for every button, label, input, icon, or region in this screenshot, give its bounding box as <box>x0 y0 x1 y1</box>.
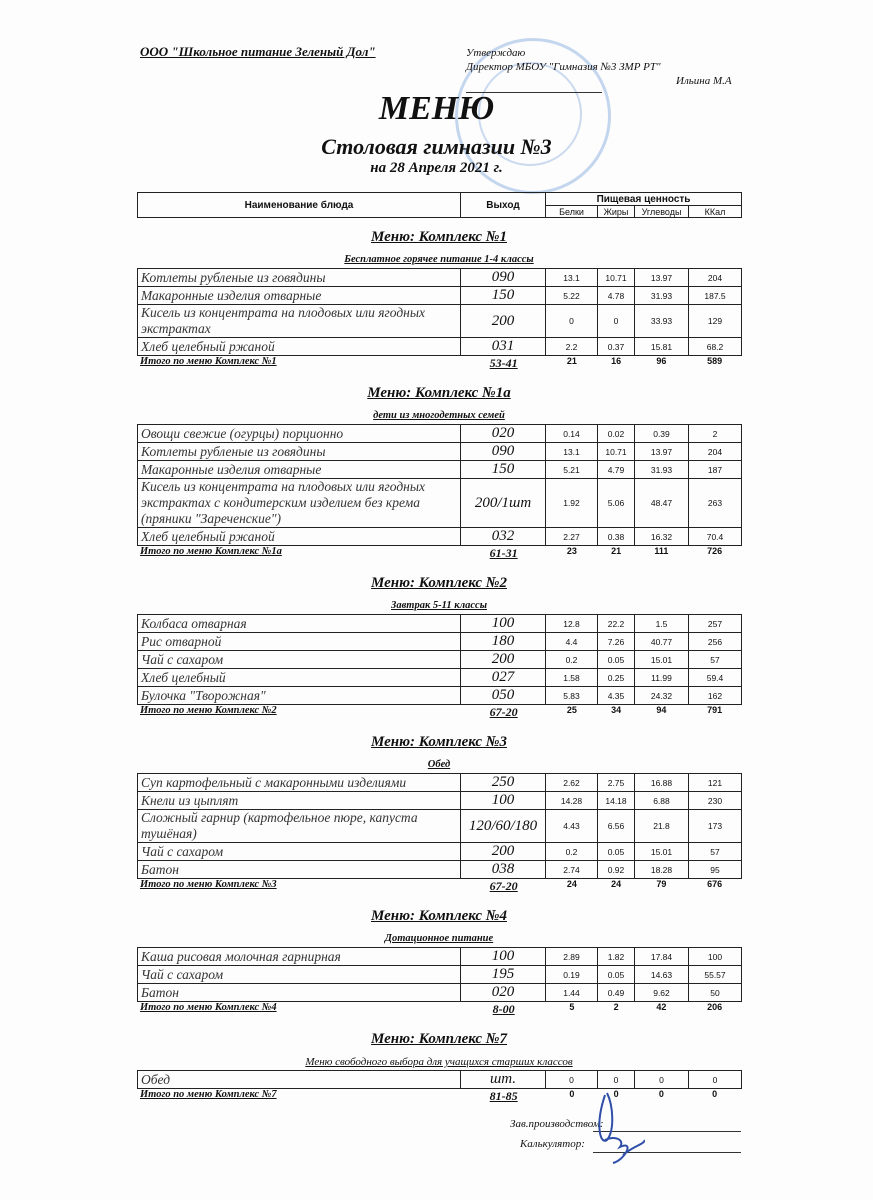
dish-output: 100 <box>461 948 546 966</box>
dish-nutrition-value: 12.8 <box>546 615 598 633</box>
dish-output: 100 <box>461 615 546 633</box>
total-nutrition-value: 0 <box>613 1089 619 1099</box>
dish-row <box>138 615 742 633</box>
dish-nutrition-value: 48.47 <box>635 479 689 528</box>
section-title-text: Меню: Комплекс №1а <box>367 385 511 401</box>
total-label: Итого по меню Комплекс №1а <box>140 546 282 557</box>
total-nutrition-value: 206 <box>707 1002 723 1012</box>
dish-name: Кисель из концентрата на плодовых или ягодных экстрактах с кондитерским изделием без крема (пряники "Зареченские") <box>138 479 461 528</box>
dish-nutrition-value: 9.62 <box>635 984 689 1002</box>
section-subtitle-text: Завтрак 5-11 классы <box>391 600 487 611</box>
dish-nutrition-value: 0 <box>598 305 635 338</box>
production-head-label: Зав.производством: <box>510 1118 604 1130</box>
dish-nutrition-value: 31.93 <box>635 287 689 305</box>
dish-nutrition-value: 0.37 <box>598 338 635 356</box>
dish-nutrition-value: 17.84 <box>635 948 689 966</box>
section-items-table <box>137 424 742 546</box>
dish-nutrition-value: 121 <box>689 774 742 792</box>
dish-row <box>138 1071 742 1089</box>
header-output: Выход <box>461 193 546 218</box>
calculator-label: Калькулятор: <box>520 1138 585 1150</box>
dish-nutrition-value: 50 <box>689 984 742 1002</box>
total-price: 53-41 <box>489 356 518 370</box>
dish-nutrition-value: 57 <box>689 651 742 669</box>
total-nutrition-value: 5 <box>569 1002 575 1012</box>
dish-row <box>138 305 742 338</box>
section-items-table <box>137 268 742 356</box>
dish-nutrition-value: 0.92 <box>598 861 635 879</box>
menu-section <box>137 905 741 1018</box>
total-nutrition-value: 21 <box>611 546 622 556</box>
dish-output: 200 <box>461 651 546 669</box>
dish-nutrition-value: 16.88 <box>635 774 689 792</box>
dish-nutrition-value: 4.78 <box>598 287 635 305</box>
dish-name: Батон <box>138 984 461 1002</box>
dish-output: 195 <box>461 966 546 984</box>
section-subtitle-text: Обед <box>427 759 451 770</box>
dish-row <box>138 425 742 443</box>
dish-output: 050 <box>461 687 546 705</box>
dish-output: 120/60/180 <box>461 810 546 843</box>
section-items-table <box>137 614 742 705</box>
dish-output: 038 <box>461 861 546 879</box>
total-label: Итого по меню Комплекс №3 <box>140 879 277 890</box>
total-nutrition-value: 0 <box>712 1089 718 1099</box>
dish-nutrition-value: 257 <box>689 615 742 633</box>
dish-nutrition-value: 204 <box>689 443 742 461</box>
dish-nutrition-value: 0.19 <box>546 966 598 984</box>
dish-nutrition-value: 13.1 <box>546 443 598 461</box>
dish-nutrition-value: 0.38 <box>598 528 635 546</box>
organization-name: ООО "Школьное питание Зеленый Дол" <box>140 44 376 59</box>
dish-nutrition-value: 4.35 <box>598 687 635 705</box>
section-subtitle-text: Меню свободного выбора для учащихся старших классов <box>305 1056 573 1068</box>
dish-nutrition-value: 57 <box>689 843 742 861</box>
dish-name: Рис отварной <box>138 633 461 651</box>
document-subtitle: Столовая гимназии №3 <box>321 134 552 159</box>
dish-output: 027 <box>461 669 546 687</box>
dish-nutrition-value: 4.79 <box>598 461 635 479</box>
dish-nutrition-value: 0 <box>598 1071 635 1089</box>
header-nutrition: Пищевая ценность <box>546 193 742 206</box>
approve-label: Утверждаю <box>466 47 526 59</box>
column-header <box>137 192 742 218</box>
total-nutrition-value: 111 <box>654 546 669 556</box>
section-items-table <box>137 947 742 1002</box>
dish-nutrition-value: 2.62 <box>546 774 598 792</box>
dish-nutrition-value: 100 <box>689 948 742 966</box>
dish-output: 150 <box>461 461 546 479</box>
dish-nutrition-value: 1.82 <box>598 948 635 966</box>
dish-nutrition-value: 4.43 <box>546 810 598 843</box>
dish-nutrition-value: 31.93 <box>635 461 689 479</box>
total-nutrition-value: 96 <box>656 356 667 366</box>
menu-section <box>137 731 741 895</box>
total-nutrition-value: 2 <box>613 1002 619 1012</box>
total-nutrition-value: 726 <box>707 546 723 556</box>
section-subtitle <box>137 248 741 268</box>
dish-nutrition-value: 187.5 <box>689 287 742 305</box>
dish-output: 180 <box>461 633 546 651</box>
section-total-row <box>137 546 741 562</box>
dish-output: 250 <box>461 774 546 792</box>
dish-nutrition-value: 95 <box>689 861 742 879</box>
document-date: на 28 Апреля 2021 г. <box>370 160 503 176</box>
total-price: 67-20 <box>489 705 518 719</box>
document-title: МЕНЮ <box>378 90 495 127</box>
menu-section <box>137 226 741 372</box>
dish-nutrition-value: 6.56 <box>598 810 635 843</box>
section-title-text: Меню: Комплекс №1 <box>371 229 507 245</box>
header-kcal: ККал <box>689 206 742 218</box>
dish-nutrition-value: 0.14 <box>546 425 598 443</box>
dish-output: шт. <box>461 1071 546 1089</box>
dish-nutrition-value: 0.05 <box>598 651 635 669</box>
dish-output: 200 <box>461 305 546 338</box>
section-title <box>137 226 741 248</box>
dish-nutrition-value: 15.01 <box>635 651 689 669</box>
dish-row <box>138 810 742 843</box>
dish-name: Хлеб целебный ржаной <box>138 338 461 356</box>
section-subtitle <box>137 404 741 424</box>
dish-nutrition-value: 0 <box>546 305 598 338</box>
section-total-row <box>137 705 741 721</box>
section-subtitle <box>137 1050 741 1070</box>
total-price: 8-00 <box>492 1002 515 1016</box>
dish-nutrition-value: 5.83 <box>546 687 598 705</box>
dish-row <box>138 633 742 651</box>
dish-nutrition-value: 21.8 <box>635 810 689 843</box>
dish-row <box>138 861 742 879</box>
total-price: 81-85 <box>489 1089 518 1103</box>
total-nutrition-value: 94 <box>656 705 667 715</box>
dish-nutrition-value: 59.4 <box>689 669 742 687</box>
dish-name: Кнели из цыплят <box>138 792 461 810</box>
dish-nutrition-value: 1.92 <box>546 479 598 528</box>
total-nutrition-value: 24 <box>566 879 577 889</box>
dish-name: Макаронные изделия отварные <box>138 461 461 479</box>
dish-nutrition-value: 70.4 <box>689 528 742 546</box>
total-nutrition-value: 34 <box>611 705 622 715</box>
total-label: Итого по меню Комплекс №7 <box>140 1089 277 1100</box>
section-total-row <box>137 1089 741 1105</box>
dish-output: 090 <box>461 269 546 287</box>
dish-nutrition-value: 14.28 <box>546 792 598 810</box>
total-price: 67-20 <box>489 879 518 893</box>
dish-nutrition-value: 10.71 <box>598 443 635 461</box>
dish-name: Котлеты рубленые из говядины <box>138 443 461 461</box>
dish-nutrition-value: 16.32 <box>635 528 689 546</box>
dish-nutrition-value: 18.28 <box>635 861 689 879</box>
dish-nutrition-value: 13.1 <box>546 269 598 287</box>
dish-output: 020 <box>461 984 546 1002</box>
total-nutrition-value: 23 <box>566 546 577 556</box>
total-nutrition-value: 24 <box>611 879 622 889</box>
dish-nutrition-value: 129 <box>689 305 742 338</box>
dish-nutrition-value: 2.89 <box>546 948 598 966</box>
menu-section <box>137 572 741 721</box>
dish-output: 100 <box>461 792 546 810</box>
menu-sections <box>137 226 741 1115</box>
menu-section <box>137 1028 741 1105</box>
total-nutrition-value: 16 <box>611 356 622 366</box>
total-nutrition-value: 589 <box>707 356 723 366</box>
dish-nutrition-value: 1.5 <box>635 615 689 633</box>
total-label: Итого по меню Комплекс №2 <box>140 705 277 716</box>
section-title-text: Меню: Комплекс №7 <box>371 1031 507 1047</box>
total-nutrition-value: 21 <box>566 356 577 366</box>
section-subtitle <box>137 753 741 773</box>
dish-output: 200/1шт <box>461 479 546 528</box>
dish-output: 090 <box>461 443 546 461</box>
menu-section <box>137 382 741 562</box>
dish-row <box>138 479 742 528</box>
dish-row <box>138 687 742 705</box>
dish-nutrition-value: 1.44 <box>546 984 598 1002</box>
total-nutrition-value: 79 <box>656 879 667 889</box>
dish-row <box>138 443 742 461</box>
dish-output: 150 <box>461 287 546 305</box>
section-items-table <box>137 773 742 879</box>
dish-row <box>138 269 742 287</box>
header-carbs: Углеводы <box>635 206 689 218</box>
section-total-row <box>137 879 741 895</box>
dish-name: Чай с сахаром <box>138 843 461 861</box>
total-nutrition-value: 791 <box>707 705 723 715</box>
dish-row <box>138 966 742 984</box>
dish-nutrition-value: 4.4 <box>546 633 598 651</box>
dish-nutrition-value: 10.71 <box>598 269 635 287</box>
dish-nutrition-value: 14.63 <box>635 966 689 984</box>
dish-nutrition-value: 0.2 <box>546 843 598 861</box>
dish-nutrition-value: 5.21 <box>546 461 598 479</box>
dish-nutrition-value: 22.2 <box>598 615 635 633</box>
dish-row <box>138 528 742 546</box>
dish-nutrition-value: 204 <box>689 269 742 287</box>
dish-nutrition-value: 256 <box>689 633 742 651</box>
section-title-text: Меню: Комплекс №2 <box>371 575 507 591</box>
handwritten-signatures <box>585 1085 645 1180</box>
section-subtitle-text: Бесплатное горячее питание 1-4 классы <box>344 254 534 265</box>
dish-name: Хлеб целебный <box>138 669 461 687</box>
total-nutrition-value: 25 <box>566 705 577 715</box>
dish-nutrition-value: 6.88 <box>635 792 689 810</box>
dish-nutrition-value: 0.05 <box>598 966 635 984</box>
dish-row <box>138 774 742 792</box>
dish-nutrition-value: 0 <box>689 1071 742 1089</box>
dish-nutrition-value: 0.02 <box>598 425 635 443</box>
dish-row <box>138 338 742 356</box>
dish-row <box>138 792 742 810</box>
dish-nutrition-value: 187 <box>689 461 742 479</box>
dish-name: Чай с сахаром <box>138 651 461 669</box>
dish-nutrition-value: 14.18 <box>598 792 635 810</box>
section-title <box>137 731 741 753</box>
dish-output: 200 <box>461 843 546 861</box>
dish-name: Чай с сахаром <box>138 966 461 984</box>
section-total-row <box>137 1002 741 1018</box>
dish-name: Колбаса отварная <box>138 615 461 633</box>
dish-nutrition-value: 68.2 <box>689 338 742 356</box>
dish-output: 032 <box>461 528 546 546</box>
total-nutrition-value: 42 <box>656 1002 667 1012</box>
dish-nutrition-value: 2.27 <box>546 528 598 546</box>
dish-row <box>138 984 742 1002</box>
dish-nutrition-value: 173 <box>689 810 742 843</box>
dish-name: Суп картофельный с макаронными изделиями <box>138 774 461 792</box>
dish-name: Батон <box>138 861 461 879</box>
section-subtitle-text: дети из многодетных семей <box>373 410 505 421</box>
dish-name: Кисель из концентрата на плодовых или ягодных экстрактах <box>138 305 461 338</box>
dish-nutrition-value: 2 <box>689 425 742 443</box>
dish-nutrition-value: 263 <box>689 479 742 528</box>
dish-nutrition-value: 0.2 <box>546 651 598 669</box>
total-label: Итого по меню Комплекс №4 <box>140 1002 277 1013</box>
dish-nutrition-value: 0.05 <box>598 843 635 861</box>
dish-nutrition-value: 2.74 <box>546 861 598 879</box>
section-title <box>137 382 741 404</box>
dish-name: Булочка "Творожная" <box>138 687 461 705</box>
dish-nutrition-value: 13.97 <box>635 269 689 287</box>
dish-nutrition-value: 33.93 <box>635 305 689 338</box>
dish-name: Сложный гарнир (картофельное пюре, капуста тушёная) <box>138 810 461 843</box>
header-dish-name: Наименование блюда <box>138 193 461 218</box>
total-nutrition-value: 0 <box>569 1089 575 1099</box>
dish-nutrition-value: 15.81 <box>635 338 689 356</box>
dish-name: Хлеб целебный ржаной <box>138 528 461 546</box>
dish-nutrition-value: 0 <box>546 1071 598 1089</box>
total-nutrition-value: 676 <box>707 879 723 889</box>
dish-nutrition-value: 5.06 <box>598 479 635 528</box>
dish-nutrition-value: 55.57 <box>689 966 742 984</box>
dish-output: 020 <box>461 425 546 443</box>
approver-name: Ильина М.А <box>676 75 732 87</box>
dish-nutrition-value: 7.26 <box>598 633 635 651</box>
dish-name: Котлеты рубленые из говядины <box>138 269 461 287</box>
section-items-table <box>137 1070 742 1089</box>
dish-nutrition-value: 2.2 <box>546 338 598 356</box>
dish-nutrition-value: 230 <box>689 792 742 810</box>
dish-nutrition-value: 2.75 <box>598 774 635 792</box>
dish-nutrition-value: 162 <box>689 687 742 705</box>
section-title <box>137 1028 741 1050</box>
section-title <box>137 905 741 927</box>
section-title-text: Меню: Комплекс №3 <box>371 734 507 750</box>
total-price: 61-31 <box>489 546 518 560</box>
approval-block <box>466 46 732 88</box>
dish-row <box>138 287 742 305</box>
approver-title: Директор МБОУ "Гимназия №3 ЗМР РТ" <box>466 61 661 73</box>
dish-name: Каша рисовая молочная гарнирная <box>138 948 461 966</box>
header-fat: Жиры <box>598 206 635 218</box>
dish-nutrition-value: 0.25 <box>598 669 635 687</box>
dish-row <box>138 651 742 669</box>
section-total-row <box>137 356 741 372</box>
dish-nutrition-value: 0.39 <box>635 425 689 443</box>
header-protein: Белки <box>546 206 598 218</box>
dish-nutrition-value: 40.77 <box>635 633 689 651</box>
dish-nutrition-value: 13.97 <box>635 443 689 461</box>
dish-nutrition-value: 15.01 <box>635 843 689 861</box>
section-subtitle <box>137 594 741 614</box>
dish-nutrition-value: 24.32 <box>635 687 689 705</box>
dish-nutrition-value: 1.58 <box>546 669 598 687</box>
section-title <box>137 572 741 594</box>
total-nutrition-value: 0 <box>658 1089 664 1099</box>
dish-nutrition-value: 0 <box>635 1071 689 1089</box>
dish-name: Овощи свежие (огурцы) порционно <box>138 425 461 443</box>
section-subtitle-text: Дотационное питание <box>384 933 494 944</box>
dish-nutrition-value: 5.22 <box>546 287 598 305</box>
dish-row <box>138 948 742 966</box>
section-subtitle <box>137 927 741 947</box>
dish-name: Обед <box>138 1071 461 1089</box>
dish-name: Макаронные изделия отварные <box>138 287 461 305</box>
dish-row <box>138 843 742 861</box>
total-label: Итого по меню Комплекс №1 <box>140 356 277 367</box>
dish-row <box>138 461 742 479</box>
section-title-text: Меню: Комплекс №4 <box>371 908 507 924</box>
dish-nutrition-value: 0.49 <box>598 984 635 1002</box>
dish-nutrition-value: 11.99 <box>635 669 689 687</box>
dish-output: 031 <box>461 338 546 356</box>
dish-row <box>138 669 742 687</box>
